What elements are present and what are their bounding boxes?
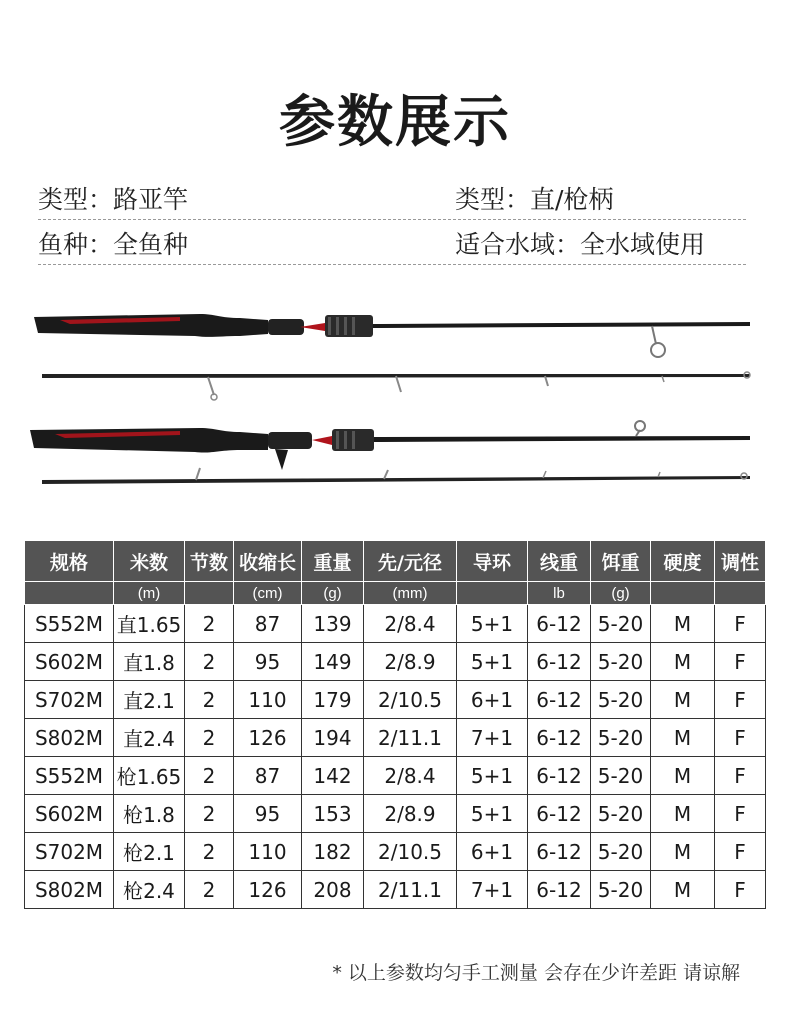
table-cell: 5-20 bbox=[591, 605, 651, 643]
table-cell: 2 bbox=[185, 643, 234, 681]
unit-cell: lb bbox=[528, 582, 591, 605]
table-cell: 2/11.1 bbox=[364, 719, 457, 757]
table-cell: 95 bbox=[234, 643, 302, 681]
unit-cell bbox=[651, 582, 715, 605]
header-guides: 导环 bbox=[457, 541, 528, 582]
table-cell: M bbox=[651, 605, 715, 643]
table-cell: 5-20 bbox=[591, 681, 651, 719]
table-cell: 6+1 bbox=[457, 681, 528, 719]
casting-rod-tip bbox=[42, 468, 750, 484]
table-cell: 7+1 bbox=[457, 871, 528, 909]
table-cell: 5+1 bbox=[457, 795, 528, 833]
spec-table bbox=[24, 540, 766, 909]
table-cell: 182 bbox=[302, 833, 364, 871]
unit-cell: (cm) bbox=[234, 582, 302, 605]
table-cell: 2 bbox=[185, 719, 234, 757]
table-cell: 2/11.1 bbox=[364, 871, 457, 909]
table-cell: 5+1 bbox=[457, 643, 528, 681]
table-cell: F bbox=[715, 643, 766, 681]
table-cell: 2/8.9 bbox=[364, 795, 457, 833]
unit-cell: (mm) bbox=[364, 582, 457, 605]
table-cell: 95 bbox=[234, 795, 302, 833]
unit-cell bbox=[715, 582, 766, 605]
table-cell: 6-12 bbox=[528, 681, 591, 719]
measurement-note: * 以上参数均匀手工测量 会存在少许差距 请谅解 bbox=[332, 962, 740, 984]
table-cell: M bbox=[651, 681, 715, 719]
table-cell: 5-20 bbox=[591, 871, 651, 909]
table-cell: 126 bbox=[234, 719, 302, 757]
table-cell: S802M bbox=[25, 871, 114, 909]
header-length: 米数 bbox=[114, 541, 185, 582]
table-cell: F bbox=[715, 871, 766, 909]
table-cell: 枪1.8 bbox=[114, 795, 185, 833]
table-cell: 6-12 bbox=[528, 719, 591, 757]
table-cell: 直2.1 bbox=[114, 681, 185, 719]
table-cell: 2 bbox=[185, 871, 234, 909]
spinning-rod-tip bbox=[42, 372, 750, 400]
spec-table-body bbox=[25, 605, 766, 909]
unit-cell: (g) bbox=[302, 582, 364, 605]
header-sections: 节数 bbox=[185, 541, 234, 582]
table-cell: 179 bbox=[302, 681, 364, 719]
table-cell: 6-12 bbox=[528, 643, 591, 681]
page-title: 参数展示 bbox=[279, 90, 511, 155]
table-row bbox=[25, 605, 766, 643]
table-row bbox=[25, 681, 766, 719]
rod-type-label: 类型： bbox=[38, 185, 114, 214]
table-cell: 6-12 bbox=[528, 871, 591, 909]
table-cell: 枪2.4 bbox=[114, 871, 185, 909]
table-cell: 5-20 bbox=[591, 833, 651, 871]
table-cell: 直2.4 bbox=[114, 719, 185, 757]
table-cell: 2 bbox=[185, 757, 234, 795]
table-cell: 126 bbox=[234, 871, 302, 909]
header-model: 规格 bbox=[25, 541, 114, 582]
table-cell: 194 bbox=[302, 719, 364, 757]
table-cell: 5+1 bbox=[457, 757, 528, 795]
table-cell: 2 bbox=[185, 795, 234, 833]
table-row bbox=[25, 833, 766, 871]
header-weight: 重量 bbox=[302, 541, 364, 582]
table-cell: S552M bbox=[25, 757, 114, 795]
table-header-row bbox=[25, 541, 766, 582]
table-cell: M bbox=[651, 871, 715, 909]
table-cell: 87 bbox=[234, 605, 302, 643]
table-cell: 6-12 bbox=[528, 605, 591, 643]
fish-species-info bbox=[38, 225, 188, 261]
rod-product-image bbox=[0, 300, 790, 500]
table-row bbox=[25, 871, 766, 909]
header-lure-weight: 饵重 bbox=[591, 541, 651, 582]
divider bbox=[38, 219, 746, 220]
fish-species-label: 鱼种： bbox=[38, 230, 114, 259]
water-area-value: 全水域使用 bbox=[580, 230, 706, 259]
rod-type-value: 路亚竿 bbox=[113, 185, 189, 214]
header-line-weight: 线重 bbox=[528, 541, 591, 582]
table-cell: M bbox=[651, 757, 715, 795]
table-cell: 5+1 bbox=[457, 605, 528, 643]
table-cell: 2 bbox=[185, 681, 234, 719]
table-cell: 2/10.5 bbox=[364, 681, 457, 719]
unit-cell bbox=[25, 582, 114, 605]
table-cell: 2/10.5 bbox=[364, 833, 457, 871]
unit-cell: (g) bbox=[591, 582, 651, 605]
fish-species-value: 全鱼种 bbox=[113, 230, 189, 259]
table-cell: 6-12 bbox=[528, 833, 591, 871]
unit-cell: (m) bbox=[114, 582, 185, 605]
table-cell: M bbox=[651, 795, 715, 833]
handle-type-value: 直/枪柄 bbox=[530, 185, 614, 214]
table-cell: 直1.65 bbox=[114, 605, 185, 643]
spinning-rod-butt bbox=[34, 314, 750, 357]
handle-type-label: 类型： bbox=[455, 185, 531, 214]
table-cell: M bbox=[651, 643, 715, 681]
table-cell: 149 bbox=[302, 643, 364, 681]
table-cell: 2 bbox=[185, 605, 234, 643]
table-cell: S602M bbox=[25, 643, 114, 681]
table-cell: 87 bbox=[234, 757, 302, 795]
table-cell: F bbox=[715, 757, 766, 795]
divider bbox=[38, 264, 746, 265]
table-cell: 枪2.1 bbox=[114, 833, 185, 871]
table-row bbox=[25, 643, 766, 681]
table-cell: 110 bbox=[234, 681, 302, 719]
table-cell: 7+1 bbox=[457, 719, 528, 757]
table-row bbox=[25, 719, 766, 757]
table-row bbox=[25, 757, 766, 795]
table-cell: 6-12 bbox=[528, 757, 591, 795]
table-cell: 142 bbox=[302, 757, 364, 795]
table-cell: S702M bbox=[25, 681, 114, 719]
table-row bbox=[25, 795, 766, 833]
table-cell: F bbox=[715, 681, 766, 719]
table-cell: 5-20 bbox=[591, 757, 651, 795]
table-cell: 直1.8 bbox=[114, 643, 185, 681]
table-units-row bbox=[25, 582, 766, 605]
rod-type-info bbox=[38, 180, 188, 216]
table-cell: 枪1.65 bbox=[114, 757, 185, 795]
water-area-info bbox=[455, 225, 705, 261]
table-cell: 208 bbox=[302, 871, 364, 909]
table-cell: F bbox=[715, 605, 766, 643]
table-cell: 2/8.4 bbox=[364, 757, 457, 795]
table-cell: F bbox=[715, 833, 766, 871]
table-cell: 5-20 bbox=[591, 719, 651, 757]
table-cell: S552M bbox=[25, 605, 114, 643]
table-cell: 2/8.4 bbox=[364, 605, 457, 643]
header-diameter: 先/元径 bbox=[364, 541, 457, 582]
table-cell: 6+1 bbox=[457, 833, 528, 871]
table-cell: M bbox=[651, 833, 715, 871]
casting-rod-butt bbox=[30, 421, 750, 470]
table-cell: 2 bbox=[185, 833, 234, 871]
handle-type-info bbox=[455, 180, 613, 216]
header-action: 调性 bbox=[715, 541, 766, 582]
table-cell: S702M bbox=[25, 833, 114, 871]
table-cell: 5-20 bbox=[591, 795, 651, 833]
table-cell: 2/8.9 bbox=[364, 643, 457, 681]
header-power: 硬度 bbox=[651, 541, 715, 582]
table-cell: 153 bbox=[302, 795, 364, 833]
unit-cell bbox=[185, 582, 234, 605]
table-cell: M bbox=[651, 719, 715, 757]
unit-cell bbox=[457, 582, 528, 605]
table-cell: 5-20 bbox=[591, 643, 651, 681]
header-closed-length: 收缩长 bbox=[234, 541, 302, 582]
table-cell: 139 bbox=[302, 605, 364, 643]
table-cell: S802M bbox=[25, 719, 114, 757]
table-cell: 6-12 bbox=[528, 795, 591, 833]
table-cell: F bbox=[715, 719, 766, 757]
table-cell: S602M bbox=[25, 795, 114, 833]
table-cell: 110 bbox=[234, 833, 302, 871]
table-cell: F bbox=[715, 795, 766, 833]
water-area-label: 适合水域： bbox=[455, 230, 581, 259]
